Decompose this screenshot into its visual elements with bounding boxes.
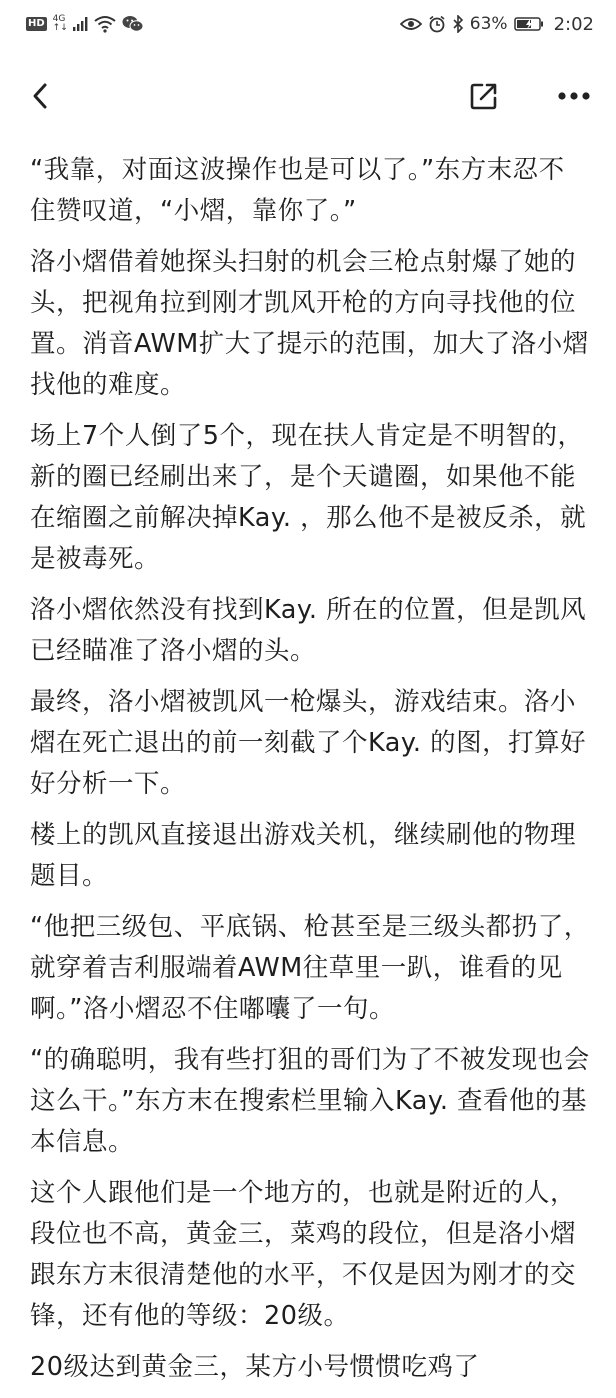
more-options-button[interactable] [554,78,594,114]
hd-indicator: HD [28,18,45,29]
article-paragraph: 最终，洛小熠被凯风一枪爆头，游戏结束。洛小熠在死亡退出的前一刻截了个Kay. 的图，打算好好分析一下。 [30,687,587,799]
share-button[interactable] [466,78,502,114]
status-bar [0,0,616,48]
eye-comfort-icon [400,16,422,32]
share-external-icon [469,81,499,111]
article-paragraph: “我靠，对面这波操作也是可以了。”东方末忍不住赞叹道，“小熠，靠你了。” [30,155,565,226]
article-paragraph: 20级达到黄金三，某方小号惯惯吃鸡了 [30,1352,480,1382]
network-activity-arrows: ↑↓ [52,23,68,33]
article-paragraph: 这个人跟他们是一个地方的，也就是附近的人，段位也不高，黄金三，菜鸡的段位，但是洛小熠跟东方末很清楚他的水平，不仅是因为刚才的交锋，还有他的等级：20级。 [30,1178,577,1331]
network-type-label: 4G [52,14,66,24]
battery-percentage: 63% [469,14,508,34]
wechat-icon [122,15,144,33]
article-paragraph: 洛小熠借着她探头扫射的机会三枪点射爆了她的头，把视角拉到刚才凯风开枪的方向寻找他的位置。消音AWM扩大了提示的范围，加大了洛小熠找他的难度。 [30,247,589,400]
top-nav-bar [0,64,616,128]
status-bar-left [26,15,144,33]
article-paragraph: “他把三级包、平底锅、枪甚至是三级头都扔了，就穿着吉利服端着AWM往草里一趴，谁看的见啊。”洛小熠忍不住嘟囔了一句。 [30,912,590,1024]
article-paragraph: 洛小熠依然没有找到Kay. 所在的位置，但是凯风已经瞄准了洛小熠的头。 [30,595,587,666]
article-paragraph: 场上7个人倒了5个，现在扶人肯定是不明智的，新的圈已经刷出来了，是个天谴圈，如果他不能在缩圈之前解决掉Kay. ，那么他不是被反杀，就是被毒死。 [30,421,587,574]
status-time: 2:02 [553,13,594,35]
bluetooth-icon [452,15,464,33]
wifi-icon [94,15,116,33]
back-button[interactable] [22,78,58,114]
more-horizontal-icon [558,91,590,101]
signal-icon [72,16,88,32]
status-bar-right [400,14,594,35]
chevron-left-icon [30,82,50,110]
alarm-clock-icon [428,15,446,33]
network-type-indicator [53,15,68,33]
battery-icon [514,16,544,32]
article-paragraph: “的确聪明，我有些打狙的哥们为了不被发现也会这么干。”东方末在搜索栏里输入Kay. 查看他的基本信息。 [30,1045,590,1157]
article-paragraph: 楼上的凯风直接退出游戏关机，继续刷他的物理题目。 [30,820,577,891]
article-body [30,150,590,1398]
